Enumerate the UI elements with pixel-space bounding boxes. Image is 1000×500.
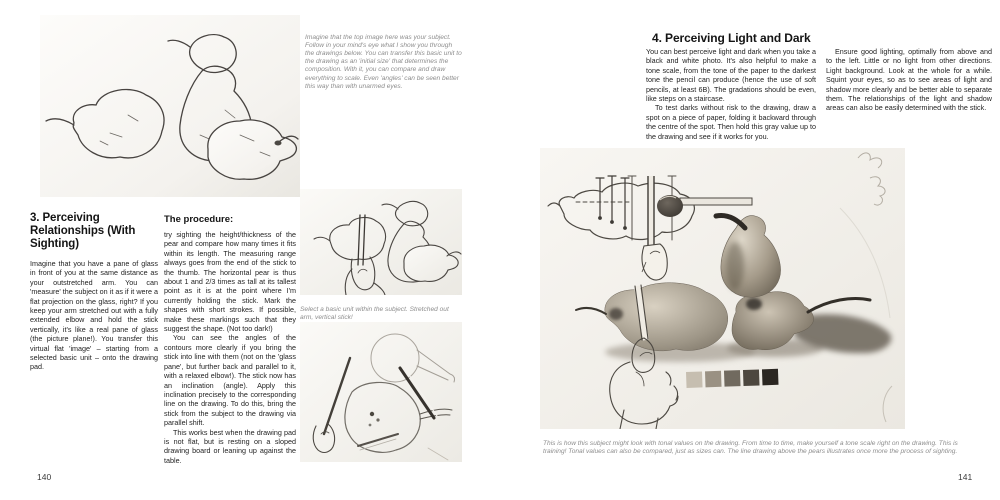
section-4-column-2 <box>826 47 992 113</box>
figure1-caption: Imagine that the top image here was your subject. Follow in your mind's eye what I show you through the drawings below. You can transfer this basic unit to the drawing as an 'initial size' that determines the composition. With it, you can compare and draw everything to scale. Even 'angles' can be seen better this way than with unarmed eyes. <box>305 33 462 90</box>
right-page <box>500 0 1000 500</box>
section-4-heading: 4. Perceiving Light and Dark <box>652 30 811 45</box>
figure-tonal-pears <box>540 148 905 429</box>
procedure-paragraph-1: try sighting the height/thickness of the pear and compare how many times it fits within its length. The measuring range always goes from the end of the stick to the thumb. The horizontal pear is thus about 1 and 2/3 times as tall at its tallest point as it is at the point where I'm currently holding the stick. Mark the shapes with short strokes. If possible, make these markings such that they suggest the shape. (Not too dark!) <box>164 230 296 334</box>
section-4-column-1 <box>646 47 816 141</box>
section-3-heading: 3. Perceiving Relationships (With Sighting) <box>30 212 136 250</box>
sighting-angle-drawing <box>300 322 462 462</box>
page-number-right: 141 <box>958 472 973 482</box>
tone-scale <box>686 369 779 388</box>
figure-sighting-vertical <box>300 189 462 295</box>
section-4-paragraph-2: To test darks without risk to the drawing, draw a spot on a piece of paper, folding it backward through the centre of the spot. Then hold this gray value up to the drawing and see if it works for you. <box>646 103 816 141</box>
procedure-body <box>164 230 296 465</box>
section-4-paragraph-3: Ensure good lighting, optimally from above and to the left. Little or no light from other directions. Light background. Look at the whole for a while. Squint your eyes, so as to see areas of light and shadow more clearly and be better able to separate them. The relationships of the light and shadow areas can also be easily determined with the stick. <box>826 47 992 113</box>
figure-tonal-caption: This is how this subject might look with tonal values on the drawing. From time to time, make yourself a tone scale right on the drawing. This is training! Tonal values can also be compared, just as sizes can. The line drawing above the pears illustrates once more the process of sighting. <box>543 439 958 455</box>
procedure-heading: The procedure: <box>164 214 234 225</box>
section-3 <box>30 212 158 372</box>
page-number-left: 140 <box>37 472 52 482</box>
procedure-column <box>164 214 296 465</box>
figure2-caption: Select a basic unit within the subject. Stretched out arm, vertical stick! <box>300 305 449 321</box>
procedure-paragraph-2: You can see the angles of the contours more clearly if you bring the stick into line with them (not on the 'glass pane', but further back and parallel to it, with a relaxed elbow!). The stick now has an inclination (angle). Apply this inclination precisely to the corresponding line on the drawing. To do this, bring the stick from the subject to the drawing via parallel shift. <box>164 333 296 428</box>
figure-line-pears <box>40 15 300 197</box>
sighting-vertical-drawing <box>300 189 462 295</box>
tonal-pears-drawing <box>540 148 905 429</box>
figure-sighting-angle <box>300 322 462 462</box>
section-3-body <box>30 259 158 372</box>
section-3-paragraph: Imagine that you have a pane of glass in front of you at the same distance as your outstretched arm. You can 'measure' the subject on it as if it were a flat projection on the glass, right? If you keep your arm stretched out with a fully extended elbow and hold the stick vertically, it's like a real pane of glass (the picture plane!). You transfer this virtual flat 'image' – starting from a selected basic unit – onto the drawing pad. <box>30 259 158 372</box>
procedure-paragraph-3: This works best when the drawing pad is not flat, but is resting on a sloped drawing board or leaning up against the table. <box>164 427 296 465</box>
line-pears-drawing <box>40 15 300 197</box>
section-4-paragraph-1: You can best perceive light and dark when you take a black and white photo. It's also helpful to make a tone scale, from the tone of the paper to the darkest tone the pencil can produce (hence the use of soft pencils, at least 6B). The gradations should be even, like steps on a staircase. <box>646 47 816 104</box>
